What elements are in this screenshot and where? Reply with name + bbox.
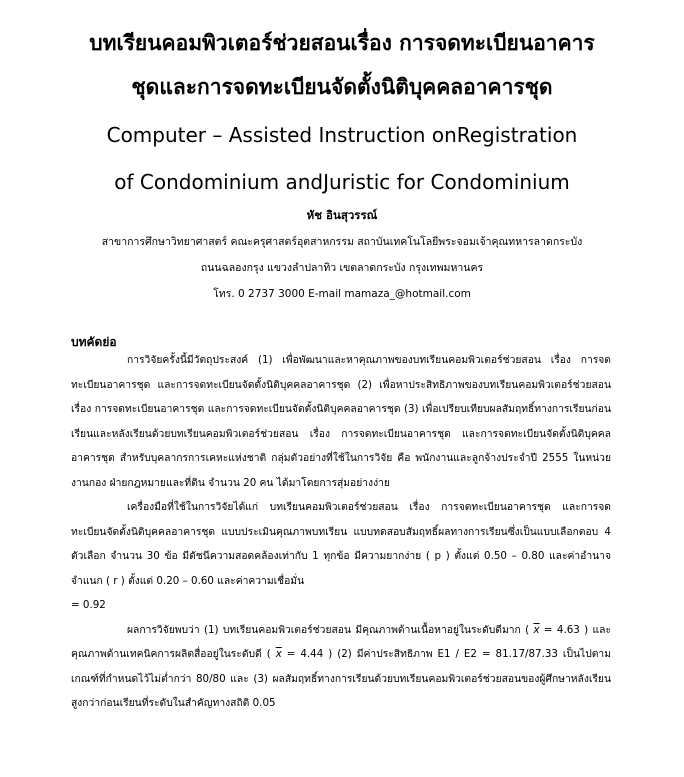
abstract-heading: บทคัดย่อ [71,335,117,349]
abstract-paragraph-2: เครื่องมือที่ใช้ในการวิจัยได้แก่ บทเรียนคอมพิวเตอร์ช่วยสอน เรื่อง การจดทะเบียนอาคารชุด และการจดทะเบียนจัดตั้งนิติบุคคลอาคารชุด แบบประเมินคุณภาพบทเรียน แบบทดสอบสัมฤทธิ์ผลทางการเรียนซึ่งเป็นแบบเลือกตอบ 4 ตัวเลือก จำนวน 30 ข้อ มีดัชนีความสอดคล้องเท่ากับ 1 ทุกข้อ มีความยากง่าย ( p ) ตั้งแต่ 0.50 – 0.80 และค่าอำนาจจำแนก ( r ) ตั้งแต่ 0.20 – 0.60 และค่าความเชื่อมั่น [71,501,611,587]
thai-title-line-2: ชุดและการจดทะเบียนจัดตั้งนิติบุคคลอาคารชุด [131,75,553,99]
results-text-a: ผลการวิจัยพบว่า (1) บทเรียนคอมพิวเตอร์ช่วยสอน มีคุณภาพด้านเนื้อหาอยู่ในระดับดีมาก ( [127,623,530,636]
thai-title-line-1: บทเรียนคอมพิวเตอร์ช่วยสอนเรื่อง การจดทะเบียนอาคาร [89,31,595,55]
results-text-c: = 4.44 ) (2) มีค่าประสิทธิภาพ E1 / E2 = 81.17/87.33 เป็นไปตามเกณฑ์ที่กำหนดไว้ไม่ต่ำกว่า 80/80 และ (3) ผลสัมฤทธิ์ทางการเรียนด้วยบทเรียนคอมพิวเตอร์ช่วยสอนของผู้ศึกษาหลังเรียนสูงกว่าก่อนเรียนที่ระดับในสำคัญทางสถิติ 0.05 [71,648,611,709]
abstract-paragraph-3: = 0.92 [71,599,106,611]
english-title-line-2: of Condominium andJuristic for Condominium [114,170,570,194]
abstract-paragraph-1: การวิจัยครั้งนี้มีวัตถุประสงค์ (1) เพื่อพัฒนาและหาคุณภาพของบทเรียนคอมพิวเตอร์ช่วยสอน เรื่อง การจดทะเบียนอาคารชุด และการจดทะเบียนจัดตั้งนิติบุคคลอาคารชุด (2) เพื่อหาประสิทธิภาพของบทเรียนคอมพิวเตอร์ช่วยสอน เรื่อง การจดทะเบียนอาคารชุด และการจดทะเบียนจัดตั้งนิติบุคคลอาคารชุด (3) เพื่อเปรียบเทียบผลสัมฤทธิ์ทางการเรียนก่อนเรียนและหลังเรียนด้วยบทเรียนคอมพิวเตอร์ช่วยสอน เรื่อง การจดทะเบียนอาคารชุด และการจดทะเบียนจัดตั้งนิติบุคคลอาคารชุด สำหรับบุคลากรการเคหะแห่งชาติ กลุ่มตัวอย่างที่ใช้ในการวิจัย คือ พนักงานและลูกจ้างประจำปี 2555 ในหน่วยงานกอง ฝ่ายกฎหมายและที่ดิน จำนวน 20 คน ได้มาโดยการสุ่มอย่างง่าย [71,354,611,489]
abstract-section [71,348,611,716]
mean-symbol-2: $\overline{x}$ [275,648,282,660]
author-name: หัช อินสุวรรณ์ [306,208,378,222]
author-affiliation-1: สาขาการศึกษาวิทยาศาสตร์ คณะครุศาสตร์อุตสาหกรรม สถาบันเทคโนโลยีพระจอมเจ้าคุณทหารลาดกระบัง [101,236,583,248]
english-title-line-1: Computer – Assisted Instruction onRegistration [106,123,578,147]
author-affiliation-2: ถนนฉลองกรุง แขวงลำปลาทิว เขตลาดกระบัง กรุงเทพมหานคร [200,262,484,274]
abstract-paragraph-4 [71,618,611,716]
results-text-b: = 4.63 ) และคุณภาพด้านเทคนิคการผลิตสื่ออยู่ในระดับดี ( [71,623,611,660]
author-contact: โทร. 0 2737 3000 E-mail mamaza_@hotmail.com [213,288,471,300]
mean-symbol-1: $\overline{x}$ [533,623,540,636]
